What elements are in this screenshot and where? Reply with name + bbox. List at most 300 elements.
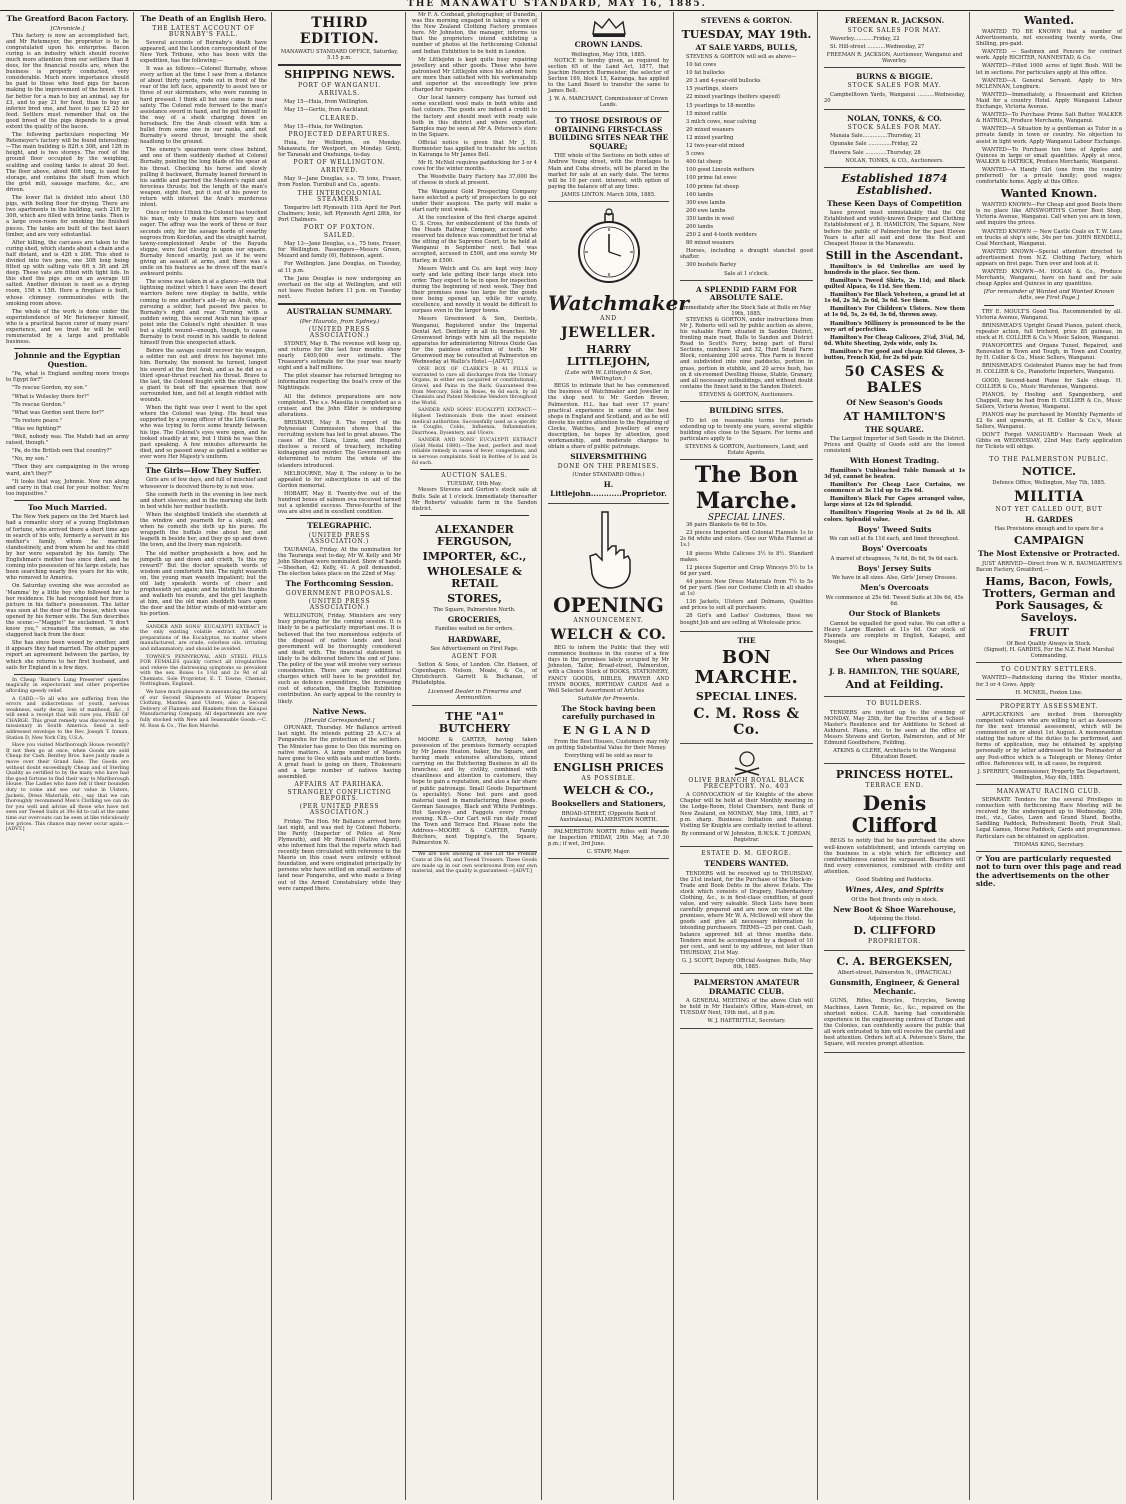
signature: H. MCNEIL, Foxton Line.	[1015, 689, 1083, 696]
ad-tenders	[680, 847, 813, 974]
section-agency: (PER UNITED PRESS ASSOCIATION.)	[299, 803, 380, 817]
signature: J. W. A. MARCHANT, Commissioner of Crown Lands.	[549, 96, 668, 109]
article-title: AFFAIRS AT PARIHAKA.	[294, 781, 385, 789]
paragraph: We have much pleasure in announcing the arrival of our Second Shipments of Winter Drapery, Clothing, Mantles, and Ulsters; also a Second Delivery of Flannels and Blankets from the Kaiapoi Manufacturing Company. All departments are now fully stocked with New and Seasonable Goods.—C. M. Ross & Co., The Bon Marché.	[140, 690, 267, 729]
paragraph: Girls are of few days, and full of mischief and whosoever is deceived there-by is not wise.	[140, 477, 267, 490]
paragraph: Huia, for Wellington, on Monday. Manawatu, for Westport, on Monday. Greti, for Taranaki and Onehunga, to-day.	[278, 139, 401, 159]
ad-title: OPENING	[553, 593, 664, 617]
paragraph: The Woodville Dairy Factory has 37,000 lbs of cheese in stock at present.	[412, 174, 537, 187]
divider	[148, 463, 259, 464]
ad-text: PALMERSTON NORTH Rifles will Parade for Inspection FRIDAY, 29th May, at 7.30 p.m.; if wet, 3rd June.	[548, 829, 669, 848]
divider	[14, 348, 121, 349]
ad-date: TUESDAY, MAY 19th.	[681, 27, 812, 41]
ad-text: Of Best Quality Always in Stock.	[1006, 641, 1092, 648]
list-item: WANTED—A Situation by a gentleman as Tutor in a private family in town or country. No objection to assist in light work. Apply Wanganui Labour Exchange.	[976, 126, 1122, 145]
paragraph: It was as follows:—Colonel Burnaby, whose every action at the time I saw from a distance of about thirty yards, rode out in front of the rear of the left face, apparently to assist two or three of our skirmishers, who were running in hard pressed. I think all but one came to near safety. The Colonel rode forward to the man's assistance sword in hand, and he put himself in the way of a sheik charging down on horseback. Ere the Arab closed with him a bullet from some one in our ranks, and not Burnaby's sword thrust, brought the sheik headlong to the ground.	[140, 66, 267, 146]
divider	[420, 469, 529, 470]
ad-name: HARRY LITTLEJOHN,	[566, 343, 651, 369]
list-item: Waverley............Friday, 22	[830, 35, 900, 42]
ad-title: FREEMAN R. JACKSON.	[844, 16, 945, 25]
ad-subtitle: SPECIAL LINES.	[707, 513, 786, 524]
list-item: 12 pieces Superior and Crisp Winceys 5½ to 1s 6d per yard.	[680, 564, 813, 577]
article-title: Native News.	[312, 706, 367, 716]
article-body	[6, 33, 129, 346]
ad-title: STEVENS & GORTON.	[700, 16, 793, 25]
paragraph: The pilot steamer has returned bringing no information respecting the boat's crew of the Nightingale.	[278, 373, 401, 392]
list-item: 23 pieces Imported and Colonial Flannels 1s to 2s 6d white and colors. (See our White Flannel at 1s.)	[680, 530, 813, 549]
ad-title: TO COUNTRY SETTLERS.	[1000, 666, 1098, 674]
ad-text: A GENERAL MEETING of the above Club will be held in Mr Hautain's Office, Main-street, on TUESDAY Next, 19th inst., at 8 p.m.	[680, 998, 813, 1017]
column-3	[276, 12, 406, 1500]
ad-text: Sutton & Sons, of London. Chr. Hansen, of Copenhagen. Nelson, Moate, & Co., of Christchurch. Garrett & Buchanan, of Philadelphia.	[412, 662, 537, 687]
ad-bon-marche-2	[680, 632, 813, 745]
ad-line: Boys' Tweed Suits	[857, 524, 932, 534]
article-subtitle: THE LATEST ACCOUNT OF BURNABY'S FALL.	[152, 24, 255, 38]
ad-title: WELCH & CO.	[550, 627, 667, 644]
ad-text: STEVENS & GORTON will sell as above—	[686, 54, 797, 60]
ad-title: CROWN LANDS.	[574, 40, 643, 49]
list-item: Hamilton's For Black Velveteen, a grand lot at 1s 6d, 2s 3d, 2s 6d, 3s 6d. See them.	[824, 292, 965, 305]
ad-text: Families waited on for orders.	[434, 626, 514, 633]
notes	[412, 852, 537, 874]
date: Wellington, May 15th, 1885.	[571, 51, 646, 58]
ad-text: SEPARATE Tenders for the several Privileges in connection with forthcoming Race Meeting will be received by the undersigned up to Wednesday, 20th inst., viz., Gates, Lawn and Grand Stand, Booths, Saddling Paddock, Refreshment Booth, Fruit Stall, Legal Games, Horse Paddock, Cards and programmes. Particulars can be obtained on application.	[976, 796, 1122, 840]
list-item: Hamilton's Fingering Wools at 2s 6d lb. All colors. Splendid value.	[824, 510, 965, 523]
divider	[278, 64, 401, 66]
paragraph: For Wellington. Jane Douglas, on Tuesday, at 11 p.m.	[278, 261, 401, 274]
ad-builders	[824, 697, 965, 764]
ad-title: SILVERSMITHING	[570, 452, 647, 462]
list-item: 44 pieces New Dress Materials from 7½ to 5s 6d per yard. (See our Costume Cloth in all shades at 1s)	[680, 578, 813, 598]
list-item: 10 fat bullocks	[686, 70, 725, 77]
column-4	[410, 12, 542, 1500]
signature: G. J. SCOTT, Deputy Official Assignee. Bulls, May 8th, 1885.	[681, 957, 812, 971]
paragraph: After killing, the carcases are taken to the curing shed, which stands about a chain and a half distant, and is 42ft x 20ft. This shed is divided into two pens, one 30ft long being fitted up with salting vats 6ft x 3ft and 2ft deep. These vats are fitted with tight lids. In this shed the pigs are on an average till salted. Another division is used as a drying room, 15ft x 15ft. Here a fireplace is built, whose chimney communicates with the smoking room above.	[6, 239, 129, 307]
paragraph: The old mother prophesieth a bow, and he jumpeth up and down and crieth, 'Is this my reward?' But the doctor speaketh words of wisdom and comforteth him. The night weareth on, the young man waxeth impatient; but the old lady speaketh words of cheer and prophesieth yet again; and he biteth his thumbs and walketh his rounds, and the girl laugheth at him, and the old man sheddeth tears upon the door and the bitter winds of mid-winter are his portion.	[140, 550, 267, 618]
list-item: Hamilton's Tweed Shirts, 2s 11d; and Black quilted Alpaca, 4s 11d. See them.	[824, 277, 965, 291]
signature: (Signed), H. GARDES, For the N.Z. Field Marshal Commanding.	[984, 647, 1114, 660]
column-6	[678, 12, 818, 1500]
ad-line: Boys' Overcoats	[861, 544, 928, 554]
list-item: 200 lambs	[686, 223, 714, 230]
list-item: 15 mixed cattle	[686, 110, 727, 117]
signature: FREEMAN R. JACKSON, Auctioneer, Wanganui and Waverley.	[826, 51, 963, 64]
divider	[14, 674, 121, 675]
ad-text: A marvel of cheapness, 7s 6d, 8s 6d, 9s 6d each.	[830, 555, 959, 562]
list-item: WANTED—To Purchase Prime Salt Butter. WALKER & HATRICK, Produce Merchants, Wanganui.	[976, 112, 1122, 125]
paragraph: The scene was taken in at a glance—with that lightning instinct which I have seen the desert warriors before now display in battle, while coming to one another's aid—by an Arab, who, pursuing a soldier, had passed five paces to Burnaby's right and rear. Turning with a sudden swing, this second Arab ran his spear point into the Colonel's right shoulder. It was but a slight wound—enough, though, to cause Burnaby to twist round in his saddle to defend himself from this unexpected attack.	[140, 279, 268, 347]
paragraph: All the defence preparations are now completed. The s.s. Massilia is completed as a cruiser, and the John Elder is undergoing alterations.	[278, 393, 401, 418]
ad-subtitle: STOCK SALES FOR MAY.	[847, 26, 942, 34]
ad-gunsmith	[824, 951, 965, 1053]
ad-line: New Boot & Shoe Warehouse,	[833, 904, 956, 914]
label: SAILED.	[323, 232, 356, 240]
paragraph: TAURANGA, Friday. At the nomination for the Tauranga seat to-day, Mr W. Kelly and Mr John Sheehan were nominated. Show of hands—Sheehan, 42; Kelly, 41. A poll demanded. The election takes place on the 22nd of May.	[278, 547, 401, 578]
ad-line: Men's Overcoats	[860, 583, 929, 593]
ad-text: PIANOS may be purchased by Monthly Payments of £2 6s and upwards, at H. Collier & Co.'s, Music Sellers, Wanganui.	[976, 411, 1122, 431]
list-item: WANTED — Sashmen and Fencers for contract work. Apply RICHTER, NANNESTAD, & Co.	[976, 49, 1122, 62]
list-item: Campbelltown Yards, Wanganui ..........Wednesday, 20	[824, 91, 965, 104]
ad-subtitle: IMPORTER, &C.,	[422, 549, 527, 563]
pointing-hand-icon	[582, 510, 636, 590]
list-item: 10 fat cows	[686, 62, 717, 69]
label: THE INTERCOLONIAL STEAMERS.	[297, 189, 382, 203]
list-item: WANTED—A Handy Girl (one from the country preferred) for a private family; good wages; comfortable home. Apply at this Office.	[976, 166, 1122, 186]
wanted-list	[976, 29, 1122, 185]
ad-title: BURNS & BIGGIE.	[856, 71, 933, 81]
notes	[6, 678, 129, 833]
ad-text: PIANOS, by Hooling and Spangenberg, and Chappell, may be had from H. COLLIER & Co., Music Sellers, Victoria Avenue, Wanganui.	[976, 391, 1122, 410]
ad-text: TRY E. MOULT'S Good Tea. Recommended by all. Victoria Avenue, Wanganui.	[976, 308, 1122, 321]
ad-text: We commence at 25s 6d. Tweed Suits at 39s 6d, 45s 6d.	[825, 594, 964, 607]
list-item: Hamilton's Millinery is pronounced to be the very art of perfection.	[824, 320, 965, 333]
paragraph: HOBART, May 8. Twenty-five out of the hundred boxes of salmon ova received turned out a splendid success. Three-fourths of the ova are alive and in excellent condition.	[278, 490, 401, 516]
list-item: 350 lambs in wool	[686, 215, 734, 222]
signature: J. B. HAMILTON, THE SQUARE,	[829, 666, 960, 676]
paragraph: The following particulars respecting Mr Retemeyer's factory will be found interesting:—The main building is 82ft x 30ft, and 12ft in height, and is two storeys. The roof of the ground floor occupied by the weighing, scalding and cooling tanks is about 20 feet. The floor above, about 60ft long, is used for storage, and contains the shaft from which the grist mill, sausage machine, &c., are driven.	[6, 132, 129, 193]
list-item: May 15—Huia, for Wellington.	[284, 123, 364, 130]
ad-subtitle: TERRACE END.	[865, 782, 924, 790]
divider	[148, 621, 259, 622]
ad-title: ESTATE D. M. GEORGE.	[701, 850, 792, 858]
ad-subtitle: STOCK SALES FOR MAY.	[847, 124, 942, 132]
ad-subtitle: Booksellers and Stationers,	[551, 799, 666, 809]
ad-title: TO BUILDERS.	[866, 700, 923, 708]
ad-subtitle: SPECIAL LINES.	[695, 690, 798, 704]
ad-text: BEGS to notify that he has purchased the above well-known establishment, and intends carrying on the business in a style which for efficiency and comfortableness cannot be surpassed. Boarders will find every convenience, combined with civility and attention.	[824, 838, 965, 875]
ad-text: From the Best Houses, Customers may rely on getting Substantial Value for their Money.	[548, 738, 669, 752]
ad-line: Defence Office, Wellington, May 7th, 1885.	[992, 479, 1106, 486]
ad-title: PROPERTY ASSESSMENT.	[1000, 702, 1098, 710]
ad-text: Of the Best Brands only in stock.	[851, 896, 938, 903]
paragraph: May 13—Jane Douglas, s.s., 75 tons, Fraser, for Wellington. Passengers—Messrs Green, Mozard and family (6), Robinson, agent.	[278, 241, 401, 260]
divider	[984, 305, 1114, 306]
paragraph: "Pa, what is England sending more troops to Egypt for?"	[6, 371, 129, 384]
paragraph: May 9—Jane Douglas, s.s. 75 tons, Fraser, from Foxton. Turnbull and Co., agents.	[278, 176, 401, 189]
ad-racing-club	[976, 785, 1122, 852]
ad-title: PRINCESS HOTEL.	[835, 768, 954, 782]
paragraph: When the fight was over I went to the spot where the Colonel was lying. His head was supported by a young officer of the Life Guards, who was trying to force some brandy between his lips. The Colonel's eyes were open, and he looked steadily at me, but I think he was then past speaking. A few minutes afterwards he died, and so passed away as gallant a soldier as ever wore Her Majesty's uniform.	[140, 405, 267, 460]
ad-title: ENGLAND	[562, 723, 655, 737]
ad-title: BUILDING SITES.	[709, 406, 784, 416]
paragraph: Mr F. A. Coxhead, photographer, of Dunedin, was this morning engaged in taking a view of the New Zealand Clothing Factory premises here. Mr Johnston, the manager, informs us that the proprietors intend exhibiting a number of photos at the forthcoming Colonial and Indian Exhibition to be held in London.	[412, 12, 537, 55]
ad-line: NOT YET CALLED OUT, BUT	[995, 505, 1103, 513]
ad-country-settlers	[976, 663, 1122, 699]
ad-title: THE "A1" BUTCHERY	[438, 709, 511, 735]
paragraph: "No, my son."	[12, 456, 49, 463]
column-2	[138, 12, 272, 1500]
ad-text: Has Provisions enough and to spare for a	[994, 526, 1104, 533]
divider	[278, 303, 401, 305]
paragraph: "Pa, do the British own that country?"	[12, 448, 112, 455]
list-item: WANTED—To Purchase ten tons of Apples and Quinces in large or small quantities. Apply at once, WALKER & HATRICK, Produce Merchants, Wanganui.	[976, 146, 1122, 165]
list-item: 100 prime fat ewes	[686, 175, 737, 182]
paragraph: Several accounts of Burnaby's death have appeared, and the London correspondent of the New York Tribune, who has been with the expedition, has the following:—	[140, 39, 267, 64]
ad-line: AGENT FOR	[451, 653, 498, 661]
notes	[140, 625, 267, 730]
paragraph: In Cheap 'Baxter's Lung Preserver' operates magically in expectorant and other properties affording speedy relief.	[6, 677, 129, 694]
hamilton-list-2	[824, 468, 965, 523]
paragraph: The enemy's spearmen were close behind, and one of them suddenly dashed at Colonel Burnaby, pointing the long blade of his spear at his throat. Checking his horse and slowly pulling it backward, Burnaby leaned forward in his saddle and parried the Moslem's rapid and ferocious thrusts; but the length of the man's weapon, eight feet, put it out of his power to return with interest the Arab's murderous intent.	[140, 147, 267, 209]
ad-text: See Advertisement on First Page.	[430, 646, 519, 652]
paragraph: "To restore peace."	[12, 417, 63, 424]
list-item: WANTED KNOWN—For Cheap and good Boots there is no place like AINSWORTH'S Corner Boot Shop, Victoria Avenue, Wanganui. Call when you are in town, and inquire the prices.	[976, 202, 1122, 227]
ad-line: Wines, Ales, and Spirits	[845, 885, 944, 895]
special-lines	[680, 522, 813, 625]
list-item: May 15—Huia, from Wellington.	[284, 99, 369, 106]
ad-title: OLIVE BRANCH ROYAL BLACK PRECEPTORY. No. 403	[688, 777, 805, 791]
list-item: WANTED TO BE KNOWN that a number of Advertisements, not exceeding twenty words, One Shilling, pre-paid.	[976, 29, 1122, 48]
ad-line: AS POSSIBLE.	[581, 775, 636, 783]
list-item: 22 mixed yearlings (heifers spayed)	[686, 94, 780, 101]
list-item: St. Hill-street ...........Wednesday, 27	[830, 43, 925, 50]
list-item: 18 pieces White Calicoes 3½ to 8½. Standard makes.	[680, 550, 813, 563]
article-title: Johnnie and the Egyptian Question.	[14, 351, 121, 369]
port-title: PORT OF WANGANUI.	[297, 82, 382, 90]
ad-line: Good Stabling and Paddocks.	[856, 876, 933, 883]
ad-line: THE	[737, 635, 756, 645]
paragraph: The New York papers on the 3rd March last had a romantic story of a young Englishman of fortune, who arrived there a short time ago in search of his wife, formerly a servant in his mother's family, whom he married clandestinely, and from whom he and his child by her were separated by his family. The Englishman's mother has since died, and he coming into possession of his large estate, has been searching nearly five years for his wife, who removed to America.	[6, 514, 129, 582]
ad-subtitle: Of New Season's Goods	[846, 398, 943, 408]
ad-text: Licensed Dealer in Firearms and Ammunition.	[427, 688, 522, 701]
list-item: Hawera Sale .............Thursday, 28	[830, 149, 921, 156]
section-title: TELEGRAPHIC.	[307, 521, 372, 531]
ad-text: GUNS, Rifles, Bicycles, Tricycles, Sewing Machines, Lawn Tennis, &c., &c., repaired on the shortest notice. C.A.B. having had considerable experience in the engineering centres of Europe and the Colonies, can confidently assure the public that all work entrusted to him will receive the careful and best attention. Orders left at A. Peterson's Store, the Square, will receive prompt attention.	[824, 998, 965, 1048]
list-item: Horses, including a draught stanchel good shafter.	[680, 248, 813, 261]
ad-line: (Under STANDARD Office.)	[572, 471, 645, 478]
list-item: 20 3 and 4-year-old bullocks	[686, 78, 761, 85]
ad-title: JEWELLER.	[560, 325, 657, 342]
list-item: 15 yearlings to 18-months	[686, 102, 755, 109]
ad-title: CAMPAIGN	[1013, 534, 1085, 548]
stock-list	[680, 62, 813, 268]
list-item: 80 mixed weaners	[686, 240, 734, 247]
signature: J. SPERREY, Commissioner, Property Tax Department, Wellington, May 4th, 1885.	[977, 768, 1121, 781]
section-title: AUCTION SALES.	[441, 472, 508, 480]
ad-line: Suitable for Presents.	[577, 695, 640, 702]
ad-title: PALMERSTON AMATEUR DRAMATIC CLUB.	[693, 978, 800, 996]
signature: STEVENS & GORTON, Auctioneers, Land, and Estate Agents.	[685, 443, 808, 456]
paragraph: When the sleighbell tinkleth she standeth at the window and yearneth for a sleigh; and when he cometh she doth up his purse. He wrappeth the buffalo robe about her, and leapeth in beside her, and they go up and down the town, and the livery man rejoiceth.	[140, 511, 267, 549]
paragraph: A CARD.—To all who are suffering from the errors and indiscretions of youth, nervous weakness, early decay, loss of manhood, &c., I will send a receipt that will cure you, FREE OF CHARGE. This great remedy was discovered by a missionary in South America. Send a self-addressed envelope to the Rev. Joseph T. Inman, Station D, New York City, U.S.A.	[6, 696, 129, 741]
paragraph: ONE BOX OF CLARKE'S B 41 PILLS is warranted to cure all discharges from the Urinary Organs, in either sex (acquired or constitutional), Gravel, and Pains in the Back. Guaranteed free from Mercury. Sold in Boxes, 4s 6d each, by all Chemists and Patent Medicine Vendors throughout the World.	[412, 367, 537, 406]
ad-title: C. A. BERGEKSEN,	[836, 955, 953, 969]
section-agency: (UNITED PRESS ASSOCIATION.)	[308, 531, 371, 545]
signature: W. J. HAETBITTLE, Secretary.	[707, 1018, 786, 1025]
list-item: 12 mixed yearling	[686, 134, 734, 141]
ad-text: DON'T Forget VANGUARD's Hacusaan Week at Gibbs on WEDNESDAY, 22nd May. Early application for Tickets will oblige.	[976, 432, 1122, 451]
article-title: The Forthcoming Session.	[285, 579, 394, 589]
paragraph: "To rescue Gordon, my son."	[12, 385, 87, 392]
section-title: Wanted.	[1023, 14, 1075, 27]
paragraph: This factory is now an accomplished fact, and Mr Retemeyer, the proprietor is to be congratulated upon his enterprise. Bacon curing is an industry which should receive much more attention from our settlers than it does, for the financial results are, when the business is properly conducted, very considerable. Much more importance should be paid to those who feed pigs for bacon making to the improvement of the breed. It is far better for a man to buy an animal, say for £3, and to pay 21 for feed, than to buy an inferior bred one, and have to pay £2 25 for feed. Settlers must remember that on the good breed of the pigs depends to a great extent the quality of the bacon.	[6, 32, 129, 130]
ad-text: Adjoining the Hotel.	[867, 916, 922, 923]
signature: JAMES LINTON. March 30th, 1885.	[561, 191, 656, 198]
ad-bon-marche	[680, 460, 813, 632]
paragraph: "Well, nobody was. The Mahdi had an army raised, though."	[6, 434, 129, 447]
ad-title: MILITIA	[1014, 488, 1084, 505]
article-body	[140, 40, 267, 460]
column-7	[822, 12, 970, 1500]
section-agency: (UNITED PRESS ASSOCIATION.)	[308, 598, 371, 612]
section-title: Wanted Known.	[1000, 187, 1098, 201]
ad-line: See Our Windows and Prices when passing	[835, 646, 954, 665]
ad-subtitle: WHOLESALE & RETAIL	[427, 564, 522, 590]
skull-crossbones-icon	[717, 748, 777, 776]
list-item: 15 yearlings, steers	[686, 86, 738, 93]
paragraph: "To rescue Gordon."	[12, 401, 65, 408]
ad-text: STEVENS & GORTON, under instructions from Mr J. Roberts will sell by public auction as above, his valuable Farm situated in Sandon District, fronting main road, Bulls to Sandon and District Road to Scott's Ferry, being part of Rural Sections, numbers 12 and 32, Hunt Small Farm Block, containing 200 acres. This Farm is fenced and subdivided into nine paddocks, portion in grass, portion in stubble, and 20 acres bush, has on it six-roomed Dwelling House, Stable, Granary, and all necessary outbuildings, and without doubt contains the finest land in the Sandon District.	[680, 316, 813, 390]
ad-subtitle: Gunsmith, Engineer, & General Mechanic.	[829, 978, 960, 996]
ad-line: GROCERIES,	[447, 614, 502, 624]
ad-building-sites	[680, 402, 813, 460]
paragraph: The whole of the work is done under the superintendence of Mr Retemeyer himself, who is a practical bacon curer of many years' experience, and we trust he will be well remunerated by a large and profitable business.	[6, 308, 129, 346]
signature: NOLAN, TONKS, & CO., Auctioneers.	[845, 157, 944, 164]
signature: By command of W. Johnston, B.W.S.K. T. JORDAN, Registrar.	[681, 830, 812, 843]
ad-butchery	[412, 706, 537, 853]
list-item: 136 Jackets, Ulsters and Dolmans, Qualities and prices to suit all purchasers.	[680, 599, 813, 612]
article-body	[6, 514, 129, 670]
ad-text: JUST ARRIVED—Direct from W. R. BAUMGARTEN'S Bacon Factory, Greatford,—	[976, 560, 1122, 573]
article-body	[6, 371, 129, 497]
list-item: 300 ewe lambs	[686, 199, 726, 206]
paragraph: Mr H. McNeil requires paddocking for 3 or 4 cows for the winter months.	[412, 160, 537, 173]
paragraph: BRISBANE, May 8. The report of the Polynesian Commission shows that the recruiting system has led to great abuses. The cases of the Clara, Lizzie, and Hopeful disclose a record of treachery, including kidnapping and murder. The Government are determined to return the whole of the islanders introduced.	[278, 419, 401, 469]
ad-text: TENDERS are invited up to the evening of MONDAY, May 25th, for the Erection of a School-Master's Residence and for Additions to School at Ashhurst. Plans, etc. to be seen at the office of Messrs Stevens and Gorton, Palmerston, and of Mr Edmund Goodbehere, Feilding.	[824, 709, 965, 747]
ad-rifles	[548, 827, 669, 859]
list-item: WANTED—Immediately, a Housemaid and Kitchen Maid for a country Hotel. Apply Wanganui Labour Exchange, Victoria Avenue.	[976, 91, 1122, 111]
paragraph: Tongariro left Plymouth 11th April for Port Chalmers; Ionic, left Plymouth April 28th, for Port Chalmers.	[278, 204, 401, 223]
article-source: [Chronicle.]	[50, 25, 85, 32]
local-notes	[412, 12, 537, 365]
paragraph: "Then they are campaigning in the wrong ward, ain't they?"	[6, 464, 129, 477]
label: PROJECTED DEPARTURES.	[288, 130, 391, 138]
ad-text: have proved most unmistakably that the Old Established and widely-known Drapery and Clothing Establishment of J. B. HAMILTON, The Square, Now before the public of Palmerston for the past Eleven Years is after all said and done the Best and Cheapest House in the Manawatu.	[824, 210, 965, 247]
divider	[286, 518, 393, 519]
ad-property-assessment	[976, 700, 1122, 785]
paragraph: Our local tannery company has turned out some excellent wool mats in both white and fast colours. The goods are indeed a credit to the factory and should meet with ready sale both in this district and where exported. Samples may be seen at Mr A. Peterson's store in the Square.	[412, 95, 537, 138]
paragraph: Have you visited Marlborough House recently? If not then go at once, when Goods are sold Cheap for Cash. Bentley Bros. have justly made a move over their Grand Sale. The Goods are without doubt exceedingly Cheap and of Sterling Quality as certified to by the many who have had the good fortune to find their way to Marlborough House. The Ladies who have felt it their bounden duty to come and see our value in Ulsters, Jackets, Dress Materials, etc., say that we can thoroughly recommend Men's Clothing we can do for you well and advise all those who have not seen our Tweed Suits at 39s 6d to call at the same time our overcoats can be seen at like ridiculously low prices. This chance may never occur again.—[ADVT.]	[6, 743, 129, 833]
ad-subtitle: These Keen Days of Competition	[827, 198, 962, 208]
wanted-known-list	[976, 202, 1122, 287]
article-title: Too Much Married.	[27, 502, 108, 512]
paragraph: Messrs Welch and Co. are kept very busy early and late getting their large stock into order. They expect to be in open for inspection during the beginning of next week. They find their premises none too large for the goods now being opened up, while for variety, excellence, and novelty it would be difficult to surpass even in the larger towns.	[412, 265, 537, 315]
ad-subtitle: Hams, Bacon, Fowls, Trotters, German and Pork Sausages, & Saveloys.	[982, 575, 1116, 625]
ad-line: ANNOUNCEMENT.	[573, 617, 644, 624]
paragraph: SANDER AND SONS' EUCALYPTI EXTRACT is the only existing volatile extract. All other preparations of the Eucalyptus, no matter where manufactured, are crude, colorless oils, irritating and inflammatory, and should be avoided.	[140, 624, 267, 652]
note: [For remainder of Wanted and Wanted Known Adts, see First Page.]	[983, 289, 1115, 302]
list-item: Hamilton's For good and cheap Kid Gloves, 3-button, French Kid, for 2s 6d pair.	[824, 348, 965, 361]
signature: THOMAS KING, Secretary.	[1013, 841, 1085, 848]
ad-olive-branch	[680, 744, 813, 847]
notes	[412, 367, 537, 466]
column-1	[4, 12, 134, 1500]
divider	[14, 500, 121, 501]
list-item: 28 Girl's and Ladies' Costumes, these we bought Job and are selling at Wholesale price.	[680, 613, 813, 626]
ad-text: BRINSMEAD'S Celebrated Pianos may be had from H. COLLIER & Co., Pianoforte Importers, Wanganui.	[976, 363, 1122, 376]
ad-text: Cannot be equalled for good value. We can offer a Heavy Large Blanket at 11s 6d. Our stock of Flannels are complete in English, Kaiapoi, and Mosgiel.	[824, 620, 965, 645]
ad-hamilton	[824, 168, 965, 698]
ad-watchmaker	[548, 202, 689, 504]
column-8	[974, 12, 1126, 1500]
list-item: WANTED KNOWN—M. HOGAN & Co., Produce Merchants, Wanganui, have on hand and for sale cheap Apples and Quinces in any quantities.	[976, 269, 1122, 288]
ad-subtitle: THE SQUARE.	[865, 424, 924, 434]
ad-subtitle: Albert-street, Palmerston N., (PRACTICAL)	[837, 970, 952, 977]
list-item: 300 bushels Barley	[686, 262, 737, 269]
edition-subtitle: MANAWATU STANDARD OFFICE, Saturday, 5.15 p.m.	[280, 49, 399, 62]
ad-text: The Largest Importer of Soft Goods in the District. Prices and Quality of Goods sold are the lowest consistent	[824, 436, 965, 455]
ad-subtitle: AT SALE YARDS, BULLS,	[695, 42, 798, 52]
ad-subtitle: Still in the Ascendant.	[825, 248, 964, 262]
ad-dramatic-club	[680, 974, 813, 1028]
ad-line: H. Littlejohn............Proprietor.	[550, 480, 667, 498]
paragraph: WELLINGTON, Friday. Ministers are very busy preparing for the coming session. It is likely to be a particularly important one. It is believed that the two momentous subjects of the disposal of native lands and local government will be thoroughly considered and dealt with. The financial statement is likely to be delivered before the end of June. The policy of the year will involve very serious consideration. There are many additional charges which will have to be provided for, such as defence expenditure, the increasing cost of education, the English Exhibition contribution. An early appeal to the country is likely.	[278, 613, 401, 705]
final-note	[976, 855, 1122, 889]
paragraph: The lower flat is divided into about 150 pigs, with boiling floor for drying. There are two apartments in the building, each 21ft by 30ft, which are filled with brine tanks. Then is a large oven-room for smoking the finished pieces. The tanks are built of the best kauri timber, and are very substantial.	[6, 195, 129, 238]
list-item: 12 two-year-old mixed	[686, 143, 745, 150]
address: The Square, Palmerston North.	[433, 606, 516, 613]
ad-title: 50 CASES & BALES	[844, 364, 945, 397]
ad-line: And at Feilding.	[845, 678, 944, 692]
signature: ATKINS & CLERE, Architects to the Wanganui Education Board.	[833, 748, 956, 761]
hand-icon: ☞	[976, 853, 986, 863]
paragraph: On Saturday evening she was accosted as 'Mamma' by a little boy who followed her to her residence. He had recognised her from a picture in his father's possession. The latter was soon at the door of the house, which was opened by his former wife. The Sun describes the scene:—"Maggie!" he exclaimed. "I don't know you," screamed the woman, as she staggered back from the door.	[6, 583, 129, 639]
list-item: May 15—Gertie, from Auckland.	[284, 107, 369, 114]
ad-subtitle: STOCK SALES FOR MAY.	[847, 82, 942, 90]
masthead: THE MANAWATU STANDARD, MAY 16, 1885.	[0, 0, 1114, 11]
ad-text: BEG to inform the Public that they will commence business in the course of a few days in the premises lately occupied by Mr Johnston, Tailor, Broad-street, Palmerston, with a Choice Stock of BOOKS, STATIONERY, FANCY GOODS, BIBLES, PRAYER AND HYMN BOOKS, BIRTHDAY CARDS And a Well Selected Assortment of Articles	[548, 645, 669, 694]
section-agency: (UNITED PRESS ASSOCIATION.)	[308, 325, 371, 339]
ad-title: A SPLENDID FARM FOR ABSOLUTE SALE.	[696, 284, 797, 303]
ad-title: BON MARCHE.	[694, 647, 799, 689]
port-title: PORT OF WELLINGTON.	[293, 159, 386, 167]
ad-text: We can sell at 8s 11d each, and lined throughout.	[829, 536, 960, 543]
ad-title: Established 1874 Established.	[841, 171, 948, 197]
list-item: 3 milch cows, near calving	[686, 118, 757, 125]
ad-title: ENGLISH PRICES	[553, 761, 664, 775]
ad-subtitle: Immediately after the Stock Sale at Bulls on May 19th, 1885.	[681, 304, 812, 317]
paragraph: "What was Gordon sent there for?"	[12, 409, 105, 416]
list-item: WANTED—A General Servant. Apply to Mrs MCLENNAN, Longburn.	[976, 77, 1122, 90]
list-item: Hamilton's For Children's Ulsters. New them at 1s 6d, 5s, 2s 6d, 3s 6d, thrown away.	[824, 306, 965, 319]
paragraph: "What is Wolseley there for?"	[12, 393, 90, 400]
section-source: (Per Hauroto, from Sydney.)	[299, 318, 380, 325]
ad-name: Denis Clifford	[851, 791, 938, 838]
paragraph: She cometh forth in the evening in low neck and short sleeves; and in the morning she lieth in bed while her mother bustleth.	[140, 491, 267, 510]
section-title: AUSTRALIAN SUMMARY.	[286, 307, 393, 316]
label: CLEARED.	[319, 114, 360, 122]
list-item: 36 pairs Blankets 6s 6d to 50s.	[686, 522, 768, 529]
ad-name: H. GARDES	[1025, 514, 1073, 524]
ad-subtitle: NOTICE.	[1022, 464, 1076, 478]
ad-line: DONE ON THE PREMISES.	[557, 462, 660, 470]
list-item: Hamilton's For Cheap Calicoes, 2½d, 3½d, 5d, 6d. White Sheeting, 2yds wide, only 1s.	[824, 334, 965, 347]
ad-title: ALEXANDER FERGUSON,	[435, 522, 514, 548]
ad-text: PIANOFORTES and Organs Tuned, Repaired, and Renovated in Town and Tough, in Town and Country, by H. Collier & Co., Music Sellers, Wanganui.	[976, 343, 1122, 362]
ad-crown-lands	[548, 12, 669, 112]
paragraph: SYDNEY, May 8. The revenue will keep up, and returns for the last four months show nearly £400,000 over estimate. The Treasurer's estimate for the year was nearly eight and a half millions.	[278, 340, 401, 372]
label: ARRIVED.	[320, 167, 359, 175]
paragraph: The Jane Douglas is now undergoing an overhaul on the slip at Wellington, and will not leave Foxton before 11 p.m. on Tuesday next.	[278, 275, 401, 300]
ad-text: APPLICATIONS are invited from thoroughly competent valuers who are willing to act as Assessors for the next triennial assessment, which will be commenced on or about 1st August. A memorandum stating the nature of the duties to be performed, and forms of application, may be obtained by applying personally or by letter addressed to the Postmaster at any Post-office which is a Telegraph or Money Order office. References will, in all cases, be required.	[976, 711, 1122, 767]
list-item: 160 lambs	[686, 191, 714, 198]
ad-line: Everything will be sold as near to	[564, 753, 653, 760]
ad-title: TO THOSE DESIROUS OF OBTAINING FIRST-CLASS BUILDING SITES NEAR THE SQUARE;	[548, 116, 669, 151]
edition-title: THIRD EDITION.	[299, 15, 380, 47]
paragraph: OPUNAKE, Thursday. Mr Ballance arrived last night. He intends putting 25 A.C.'s at Pungarehu for the protection of the settlers. The Minister has gone to Oeo this morning on native matters. A large number of Maoris have gone to Oeo with oats and mutton birds. A great feast is going on there, Titokowaru and a large number of natives having assembled.	[278, 725, 401, 780]
ad-title: The Bon Marche.	[694, 462, 799, 515]
ad-text: THE whole of the Sections on both sides of Andrew Young street, with the frontages to Main and Cuba streets, will be placed in the market for sale at an early date. The terms will be 10 per cent. interest; with option of paying the balance off at any time.	[548, 153, 669, 190]
